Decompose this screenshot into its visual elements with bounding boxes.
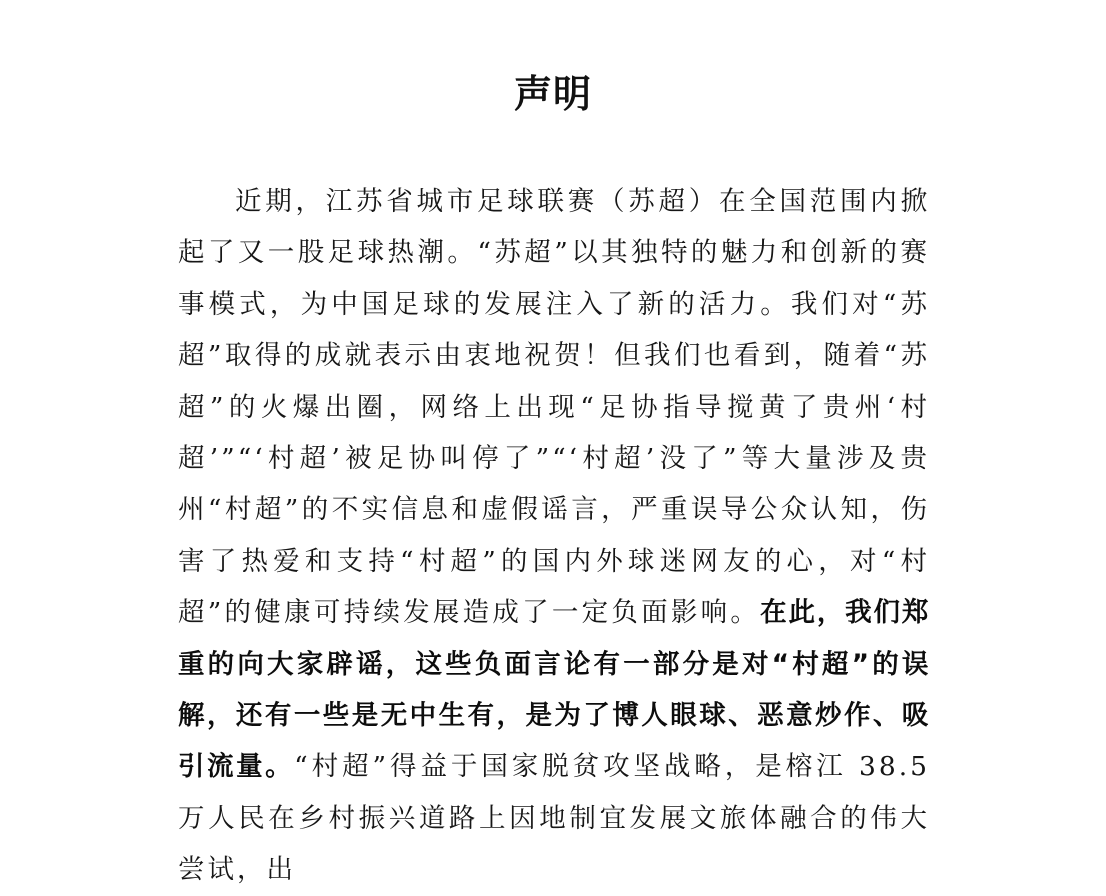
statement-paragraph [178,176,930,896]
paragraph-continuation-text: “村超”得益于国家脱贫攻坚战略，是榕江 38.5 万人民在乡村振兴道路上因地制宜发展文旅体融合的伟大尝试，出 [178,751,930,886]
paragraph-intro-text: 近期，江苏省城市足球联赛（苏超）在全国范围内掀起了又一股足球热潮。“苏超”以其独特的魅力和创新的赛事模式，为中国足球的发展注入了新的活力。我们对“苏超”取得的成就表示由衷地祝贺！但我们也看到，随着“苏超”的火爆出圈，网络上出现“足协指导搅黄了贵州‘村超’”“‘村超’被足协叫停了”“‘村超’没了”等大量涉及贵州“村超”的不实信息和虚假谣言，严重误导公众认知，伤害了热爱和支持“村超”的国内外球迷网友的心，对“村超”的健康可持续发展造成了一定负面影响。 [178,186,930,629]
paragraph-emphasis-text: 在此，我们郑重的向大家辟谣，这些负面言论有一部分是对“村超”的误解，还有一些是无中生有，是为了博人眼球、恶意炒作、吸引流量。 [178,597,930,783]
document-title: 声明 [513,72,592,116]
